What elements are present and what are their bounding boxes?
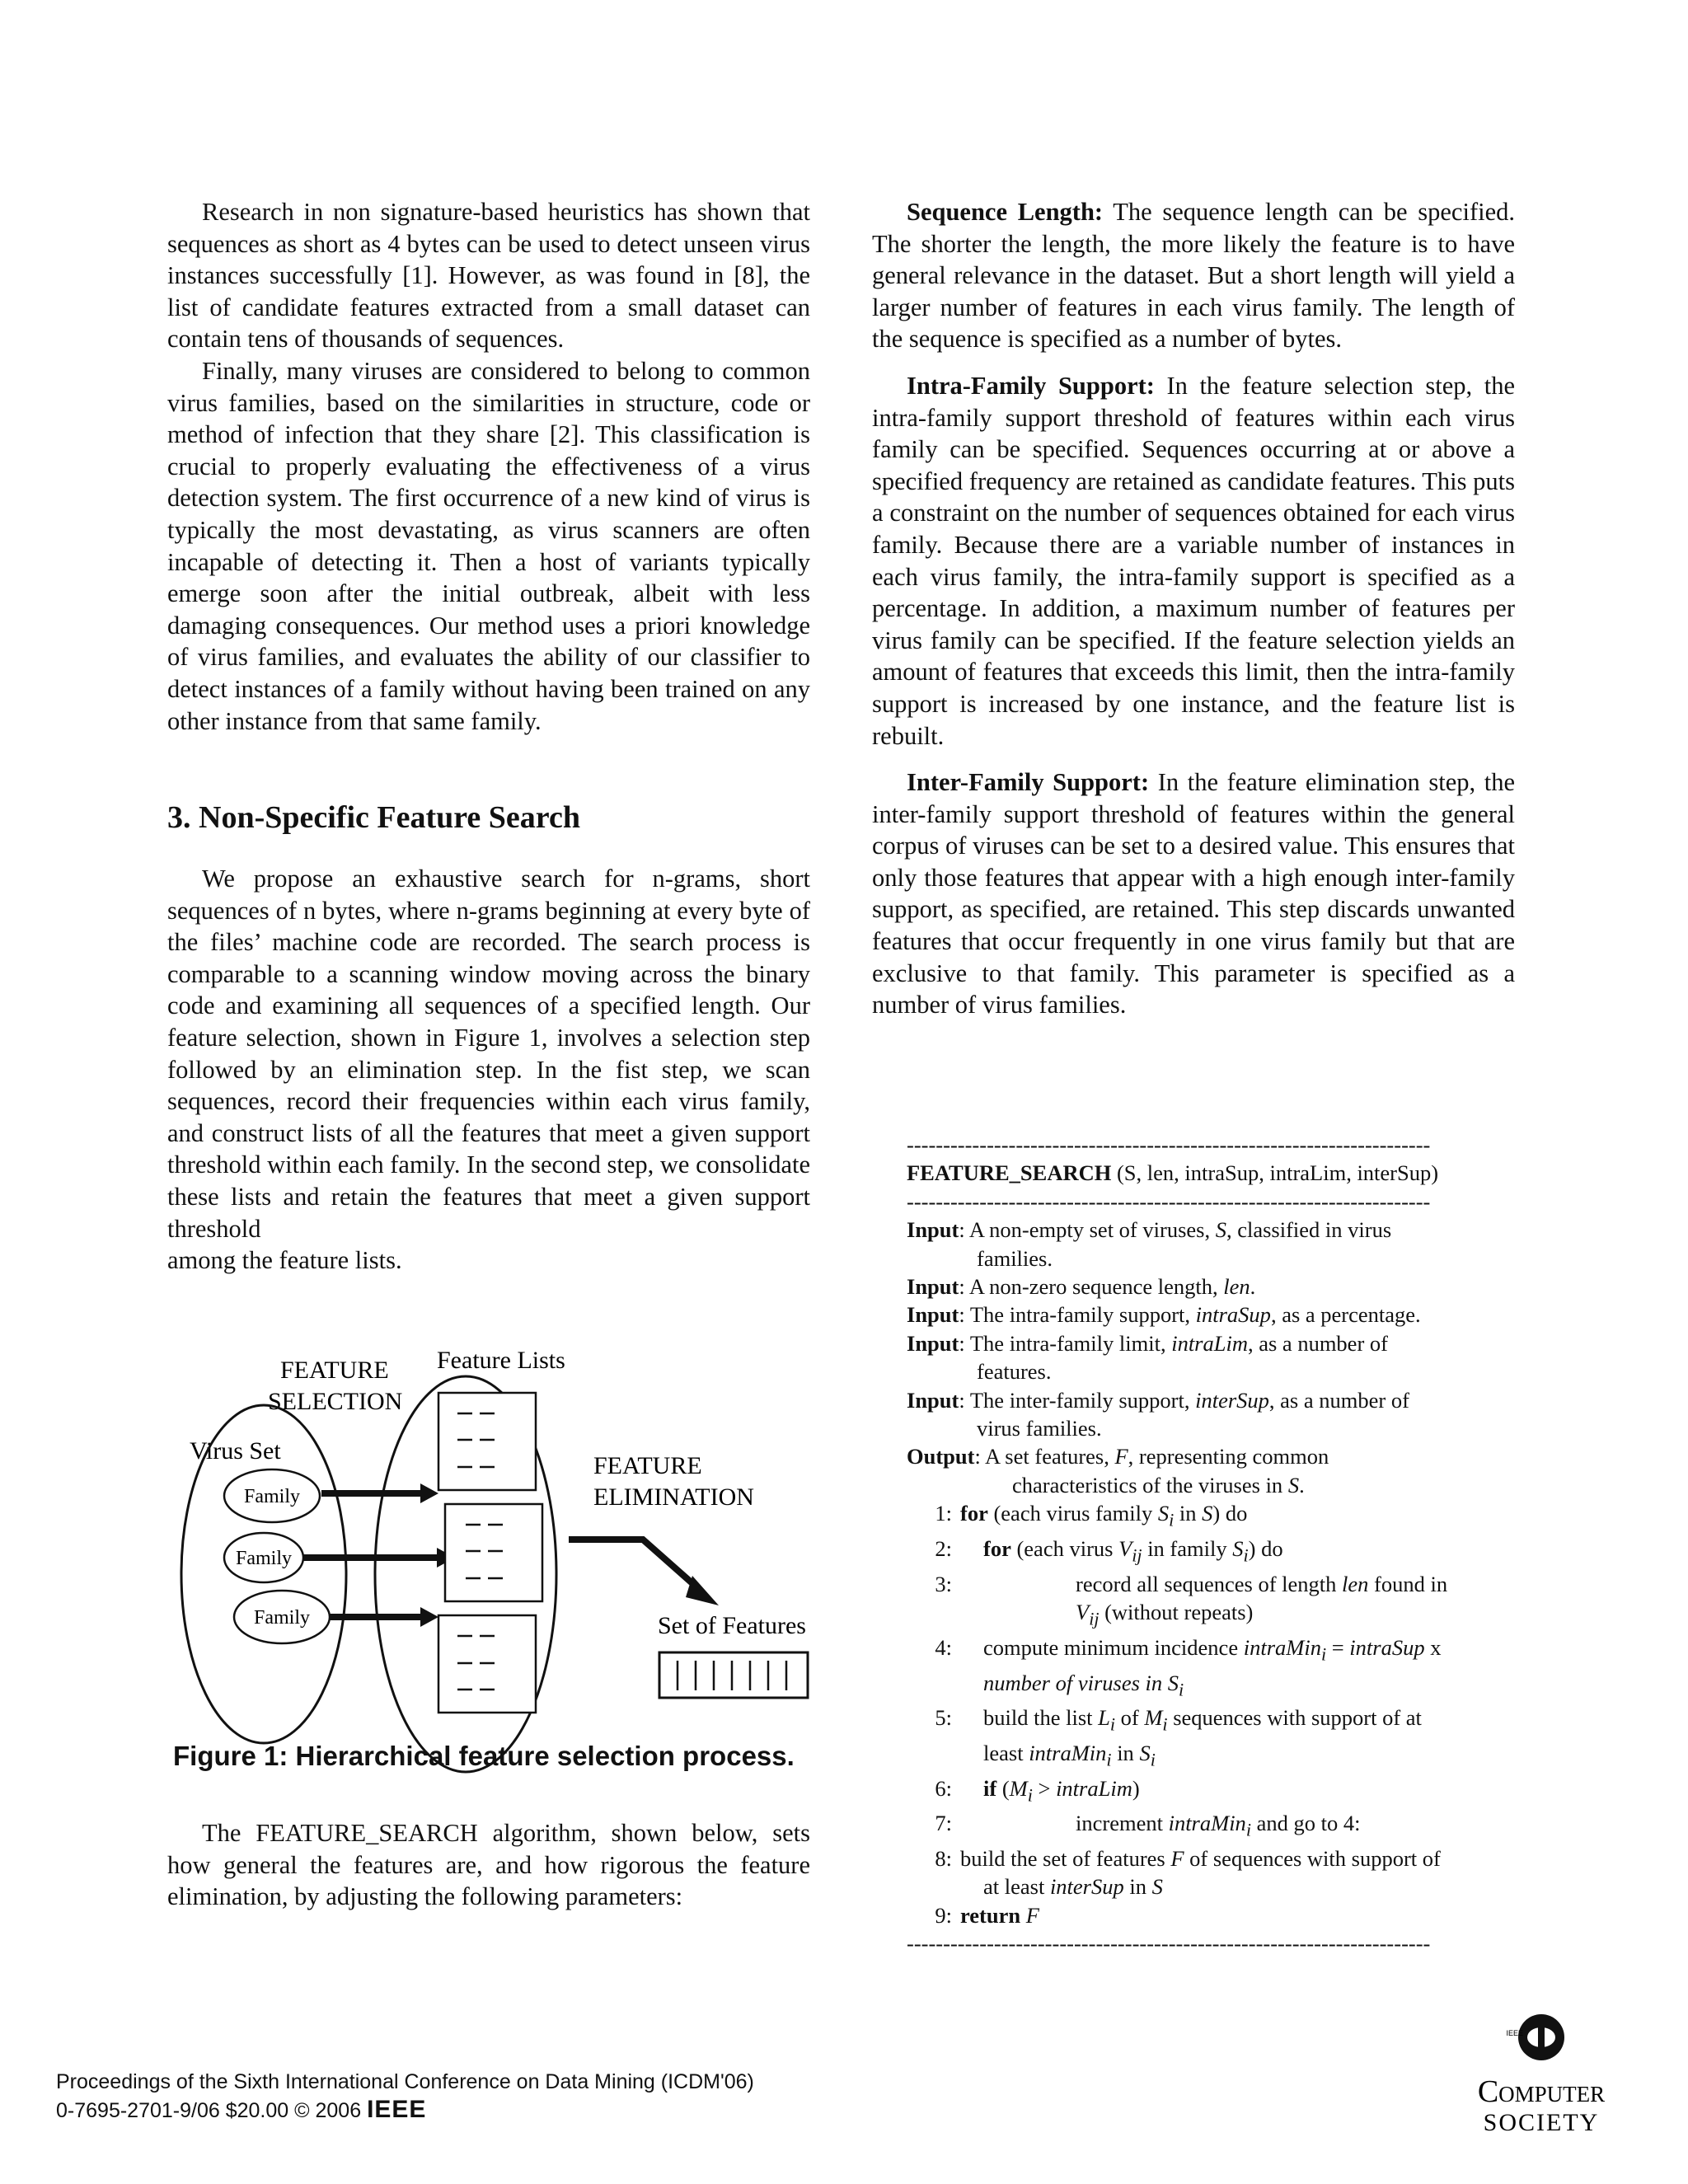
- right-column: [872, 196, 1515, 1036]
- input-continuation: virus families.: [977, 1416, 1102, 1441]
- virus-set-label: Virus Set: [190, 1437, 281, 1465]
- paragraph: We propose an exhaustive search for n-grams, short sequences of n bytes, where n-grams beginning at every byte of the files’ machine code are recorded. The search process is comparable to a scanning window moving across the binary code and examining all sequences of a specified length. Our feature selection, shown in Figure 1, involves a selection step followed by an elimination step. In the fist step, we scan sequences, record their frequencies within each virus family, and construct lists of all the features that meet a given support threshold within each family. In the second step, we consolidate these lists and retain the features that meet a given support threshold: [167, 865, 810, 1243]
- ieee-wordmark: IEEE: [367, 2096, 427, 2123]
- section-heading: 3. Non-Specific Feature Search: [167, 800, 580, 835]
- output-line: Output: A set features, F, representing common: [907, 1444, 1329, 1469]
- input-continuation: features.: [977, 1359, 1052, 1385]
- parameter-name: Sequence Length:: [907, 198, 1104, 226]
- input-line: Input: A non-zero sequence length, len.: [907, 1274, 1256, 1300]
- family-label: Family: [243, 1486, 301, 1507]
- feature-elimination-label: ELIMINATION: [593, 1483, 754, 1511]
- algo-step-3-cont: $V_{ij}$ (without repeats): [1076, 1600, 1254, 1629]
- algo-step-3: 3: record all sequences of length len found in: [935, 1571, 1448, 1596]
- paragraph: The FEATURE_SEARCH algorithm, shown below, sets how general the features are, and how rigorous the feature elimination, by adjusting the following parameters:: [167, 1819, 810, 1911]
- arrow-head: [420, 1483, 438, 1503]
- algo-step-4-cont: number of viruses in $S_i$: [983, 1670, 1184, 1699]
- algo-step-5-cont: least intraMin$_i$ in $S_i$: [983, 1740, 1156, 1770]
- input-line: Input: The inter-family support, interSup, as a number of: [907, 1387, 1409, 1413]
- logo-society-text: SOCIETY: [1483, 2109, 1600, 2136]
- footer-line: 0-7695-2701-9/06 $20.00 © 2006 IEEE: [56, 2096, 427, 2123]
- algo-step-1: 1: for (each virus family $S_i$ in S) do: [935, 1501, 1248, 1530]
- feature-selection-diagram: [173, 1335, 849, 1797]
- parameter-sequence-length: [872, 196, 1515, 355]
- parameter-name: Inter-Family Support:: [907, 768, 1150, 797]
- footer: [56, 2069, 754, 2125]
- feature-lists-label: Feature Lists: [437, 1347, 565, 1374]
- closing-text: [167, 1817, 810, 1913]
- left-column: [167, 196, 810, 737]
- algo-step-9: 9: return F: [935, 1902, 1039, 1928]
- rule-line: ------------------------------------------------------------------------: [907, 1188, 1431, 1214]
- parameter-inter-family-support: [872, 766, 1515, 1021]
- paragraph: Finally, many viruses are considered to belong to common virus families, based on the similarities in structure, code or method of infection that they share [2]. This classification is crucial to properly evaluating the effectiveness of a virus detection system. The first occurrence of a new kind of virus is typically the most devastating, as virus scanners are often incapable of detecting it. Then a host of variants typically emerge soon after the initial outbreak, albeit with less damaging consequences. Our method uses a priori knowledge of virus families, and evaluates the ability of our classifier to detect instances of a family without having been trained on any other instance from that same family.: [167, 356, 810, 735]
- footer-line: Proceedings of the Sixth International Conference on Data Mining (ICDM'06): [56, 2070, 754, 2093]
- logo-ieee-text: IEEE: [1506, 2029, 1523, 2037]
- figure-caption: Figure 1: Hierarchical feature selection process.: [173, 1741, 795, 1771]
- set-of-features-label: Set of Features: [658, 1612, 806, 1639]
- algo-step-8: 8: build the set of features F of sequences with support of: [935, 1846, 1441, 1872]
- family-label: Family: [253, 1607, 311, 1629]
- parameter-text: In the feature elimination step, the inter-family support threshold of features within the general corpus of viruses can be set to a desired value. This ensures that only those features that appear with a high enough inter-family support, as specified, are retained. This step discards unwanted features that occur frequently in one virus family but that are exclusive to that family. This parameter is specified as a number of virus families.: [872, 768, 1515, 1019]
- section-body: [167, 863, 810, 1277]
- algorithm-name: FEATURE_SEARCH: [907, 1160, 1112, 1186]
- parameter-intra-family-support: [872, 370, 1515, 752]
- output-continuation: characteristics of the viruses in S.: [1012, 1472, 1305, 1497]
- feature-list-box: [445, 1504, 542, 1601]
- feature-selection-label: SELECTION: [268, 1388, 403, 1415]
- algorithm-title: [907, 1159, 1533, 1187]
- feature-selection-label: FEATURE: [280, 1357, 389, 1384]
- algo-step-2: 2: for (each virus $V_{ij}$ in family $S_i$) do: [935, 1535, 1283, 1566]
- parameter-text: In the feature selection step, the intra-family support threshold of features within each virus family can be specified. Sequences occurring at or above a specified frequency are retained as candidate features. This puts a constraint on the number of sequences obtained for each virus family. Because there are a variable number of instances in each virus family, the intra-family support is specified as a percentage. In addition, a maximum number of features per virus family can be specified. If the feature selection yields an amount of features that exceeds this limit, then the intra-family support is increased by one instance, and the feature list is rebuilt.: [872, 371, 1515, 750]
- logo-computer-text: Computer: [1477, 2074, 1606, 2109]
- algo-step-5: 5: build the list $L_i$ of $M_i$ sequences with support of at: [935, 1705, 1422, 1735]
- parameter-text: The sequence length can be specified. The shorter the length, the more likely the feature is to have general relevance in the dataset. But a short length will yield a larger number of features in each virus family. The length of the sequence is specified as a number of bytes.: [872, 198, 1515, 354]
- logo-emblem-bar: [1538, 2018, 1545, 2057]
- input-line: Input: The intra-family limit, intraLim, as a number of: [907, 1330, 1388, 1356]
- rule-line: ------------------------------------------------------------------------: [907, 1132, 1431, 1157]
- family-label: Family: [235, 1548, 293, 1569]
- algo-step-4: 4: compute minimum incidence intraMin$_i$ = intraSup x: [935, 1634, 1442, 1665]
- algo-step-6: 6: if ($M_i$ > intraLim): [935, 1775, 1140, 1805]
- feature-elimination-label: FEATURE: [593, 1452, 702, 1479]
- input-continuation: families.: [977, 1245, 1053, 1271]
- parameter-name: Intra-Family Support:: [907, 371, 1155, 400]
- elimination-arrow: [569, 1540, 701, 1591]
- algorithm-box: [907, 1131, 1533, 1958]
- feature-list-box: [438, 1393, 536, 1490]
- computer-society-logo: [1434, 2011, 1648, 2151]
- algorithm-signature: (S, len, intraSup, intraLim, interSup): [1111, 1160, 1439, 1186]
- rule-line: ------------------------------------------------------------------------: [907, 1931, 1431, 1957]
- algo-step-7: 7: increment intraMin$_i$ and go to 4:: [935, 1811, 1361, 1840]
- arrow-head: [420, 1607, 438, 1627]
- input-line: Input: A non-empty set of viruses, S, classified in virus: [907, 1217, 1392, 1243]
- paragraph: Research in non signature-based heuristics has shown that sequences as short as 4 bytes can be used to detect unseen virus instances successfully [1]. However, as was found in [8], the list of candidate features extracted from a small dataset can contain tens of thousands of sequences.: [167, 198, 810, 354]
- paragraph-tail: among the feature lists.: [167, 1246, 402, 1275]
- algo-step-8-cont: at least interSup in S: [983, 1874, 1163, 1900]
- input-line: Input: The intra-family support, intraSup, as a percentage.: [907, 1302, 1421, 1328]
